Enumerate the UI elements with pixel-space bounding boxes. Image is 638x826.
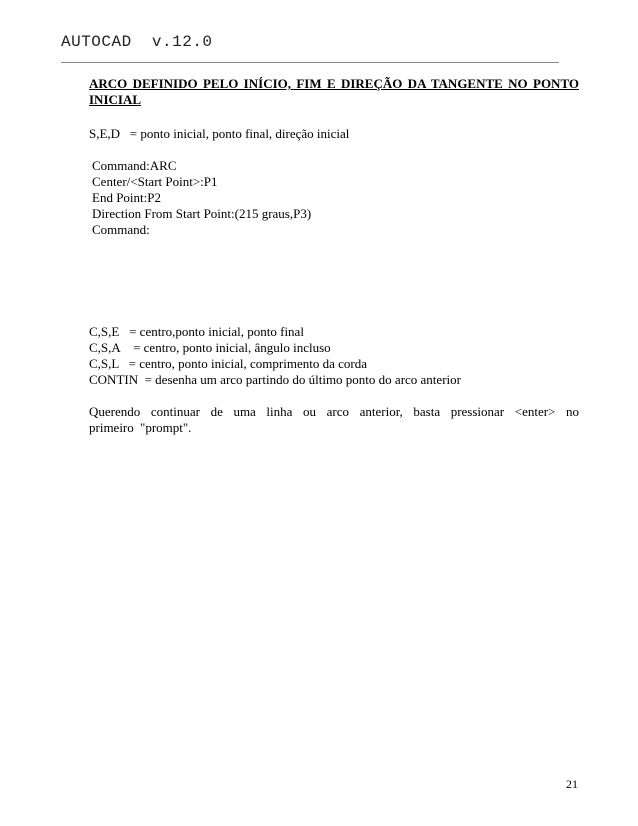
option-line: C,S,L = centro, ponto inicial, comprimento da corda: [89, 356, 367, 371]
continue-note: Querendo continuar de uma linha ou arco anterior, basta pressionar <enter> no primeiro "prompt".: [89, 404, 579, 435]
page-header: AUTOCAD v.12.0: [61, 33, 213, 51]
command-line: Center/<Start Point>:P1: [92, 174, 218, 189]
header-rule: [61, 62, 559, 63]
option-line: C,S,A = centro, ponto inicial, ângulo incluso: [89, 340, 331, 355]
section-title: ARCO DEFINIDO PELO INÍCIO, FIM E DIREÇÃO DA TANGENTE NO PONTO INICIAL: [89, 76, 579, 107]
command-line: Direction From Start Point:(215 graus,P3): [92, 206, 312, 221]
option-line: C,S,E = centro,ponto inicial, ponto final: [89, 324, 304, 339]
command-line: End Point:P2: [92, 190, 161, 205]
command-block: [89, 158, 579, 238]
section-body: [89, 76, 579, 238]
command-line: Command:ARC: [92, 158, 177, 173]
option-line: CONTIN = desenha um arco partindo do último ponto do arco anterior: [89, 372, 461, 387]
options-block: [89, 324, 579, 436]
syntax-line: S,E,D = ponto inicial, ponto final, direção inicial: [89, 126, 350, 141]
page-number: 21: [566, 777, 578, 791]
command-line: Command:: [92, 222, 150, 237]
